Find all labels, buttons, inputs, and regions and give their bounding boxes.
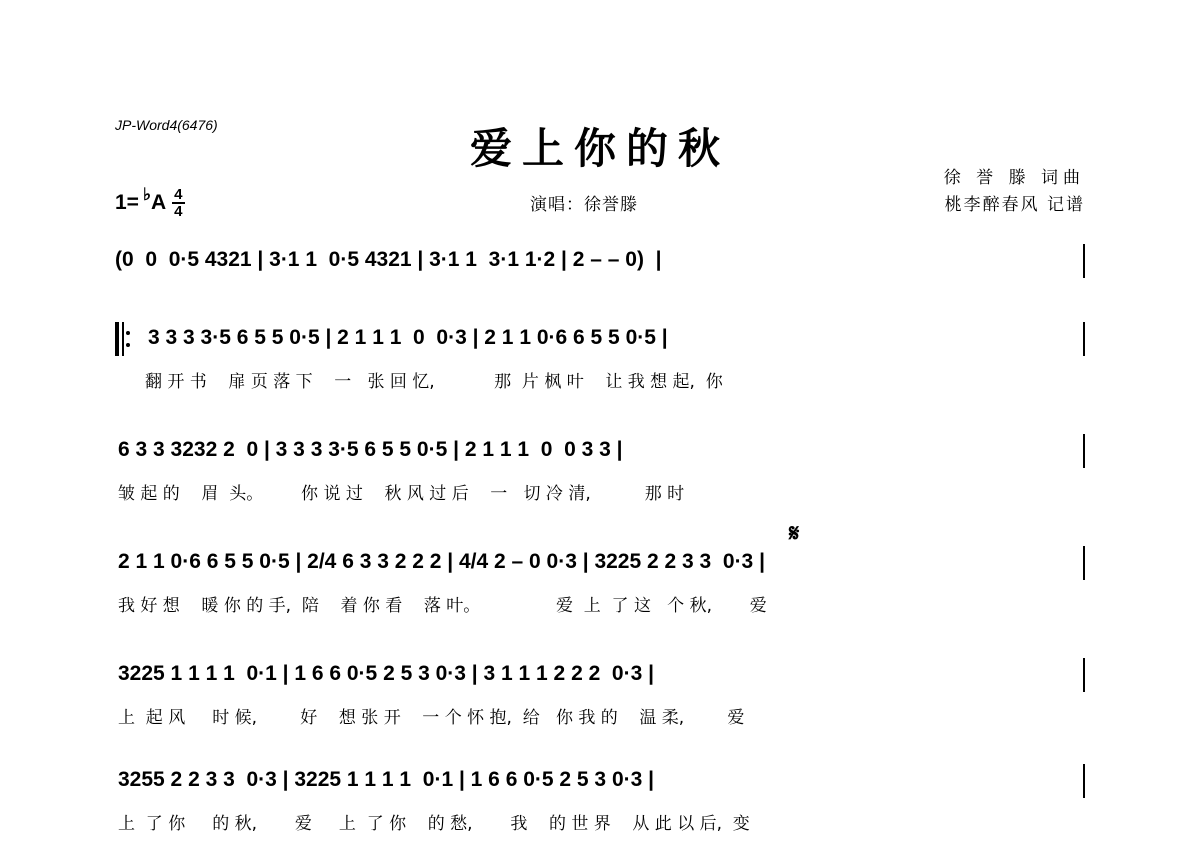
lyrics-line-3: 皱 起 的 眉 头。 你 说 过 秋 风 过 后 一 切 冷 清, 那 时 xyxy=(118,484,685,504)
score-line-chorus-2 xyxy=(0,760,1200,840)
barline-end-2 xyxy=(1083,322,1085,356)
notes-line-2: 3 3 3 3·5 6 5 5 0·5 | 2 1 1 1 0 0·3 | 2 1 1 0·6 6 5 5 0·5 | xyxy=(148,326,668,349)
lyrics-line-4: 我 好 想 暖 你 的 手, 陪 着 你 看 落 叶。 爱 上 了 这 个 秋, 爱 xyxy=(118,596,767,616)
notes-line-6: 3255 2 2 3 3 0·3 | 3225 1 1 1 1 0·1 | 1 6 6 0·5 2 5 3 0·3 | xyxy=(118,768,655,791)
key-note: A xyxy=(150,191,167,214)
score-line-chorus-1 xyxy=(0,654,1200,734)
time-signature-bottom: 4 xyxy=(174,203,183,220)
time-signature-top: 4 xyxy=(174,186,183,203)
lyrics-line-5: 上 起 风 时 候, 好 想 张 开 一 个 怀 抱, 给 你 我 的 温 柔, 爱 xyxy=(118,708,745,728)
performer-credit: 演唱：徐誉滕 xyxy=(530,195,638,215)
score-line-verse-3 xyxy=(0,542,1200,622)
notes-line-3: 6 3 3 3232 2 0 | 3 3 3 3·5 6 5 5 0·5 | 2 1 1 1 0 0 3 3 | xyxy=(118,438,623,461)
score-line-verse-2 xyxy=(0,430,1200,510)
barline-end-4 xyxy=(1083,546,1085,580)
barline-end-5 xyxy=(1083,658,1085,692)
software-label: JP-Word4(6476) xyxy=(115,117,218,133)
score-line-intro xyxy=(0,240,1200,320)
lyrics-music-credit: 徐 誉 滕 词曲 xyxy=(943,168,1085,188)
lyrics-line-6: 上 了 你 的 秋, 爱 上 了 你 的 愁, 我 的 世 界 从 此 以 后, 变 xyxy=(118,814,750,834)
notation-credit: 桃李醉春风 记谱 xyxy=(944,195,1085,215)
barline-end-1 xyxy=(1083,244,1085,278)
notes-line-4: 2 1 1 0·6 6 5 5 0·5 | 2/4 6 3 3 2 2 2 | 4/4 2 – 0 0·3 | 3225 2 2 3 3 0·3 | xyxy=(118,550,765,573)
key-prefix: 1= xyxy=(115,191,139,214)
flat-icon: ♭ xyxy=(142,185,151,204)
notes-line-5: 3225 1 1 1 1 0·1 | 1 6 6 0·5 2 5 3 0·3 | 3 1 1 1 2 2 2 0·3 | xyxy=(118,662,654,685)
barline-end-3 xyxy=(1083,434,1085,468)
barline-end-6 xyxy=(1083,764,1085,798)
lyrics-line-2: 翻 开 书 扉 页 落 下 一 张 回 忆, 那 片 枫 叶 让 我 想 起, 你 xyxy=(145,372,723,392)
song-title: 爱上你的秋 xyxy=(469,124,730,173)
segno-icon: 𝄋 xyxy=(789,519,800,547)
notes-line-1: (0 0 0·5 4321 | 3·1 1 0·5 4321 | 3·1 1 3·1 1·2 | 2 – – 0) | xyxy=(115,248,662,271)
repeat-start-icon xyxy=(115,322,129,356)
score-line-verse-1 xyxy=(0,318,1200,398)
